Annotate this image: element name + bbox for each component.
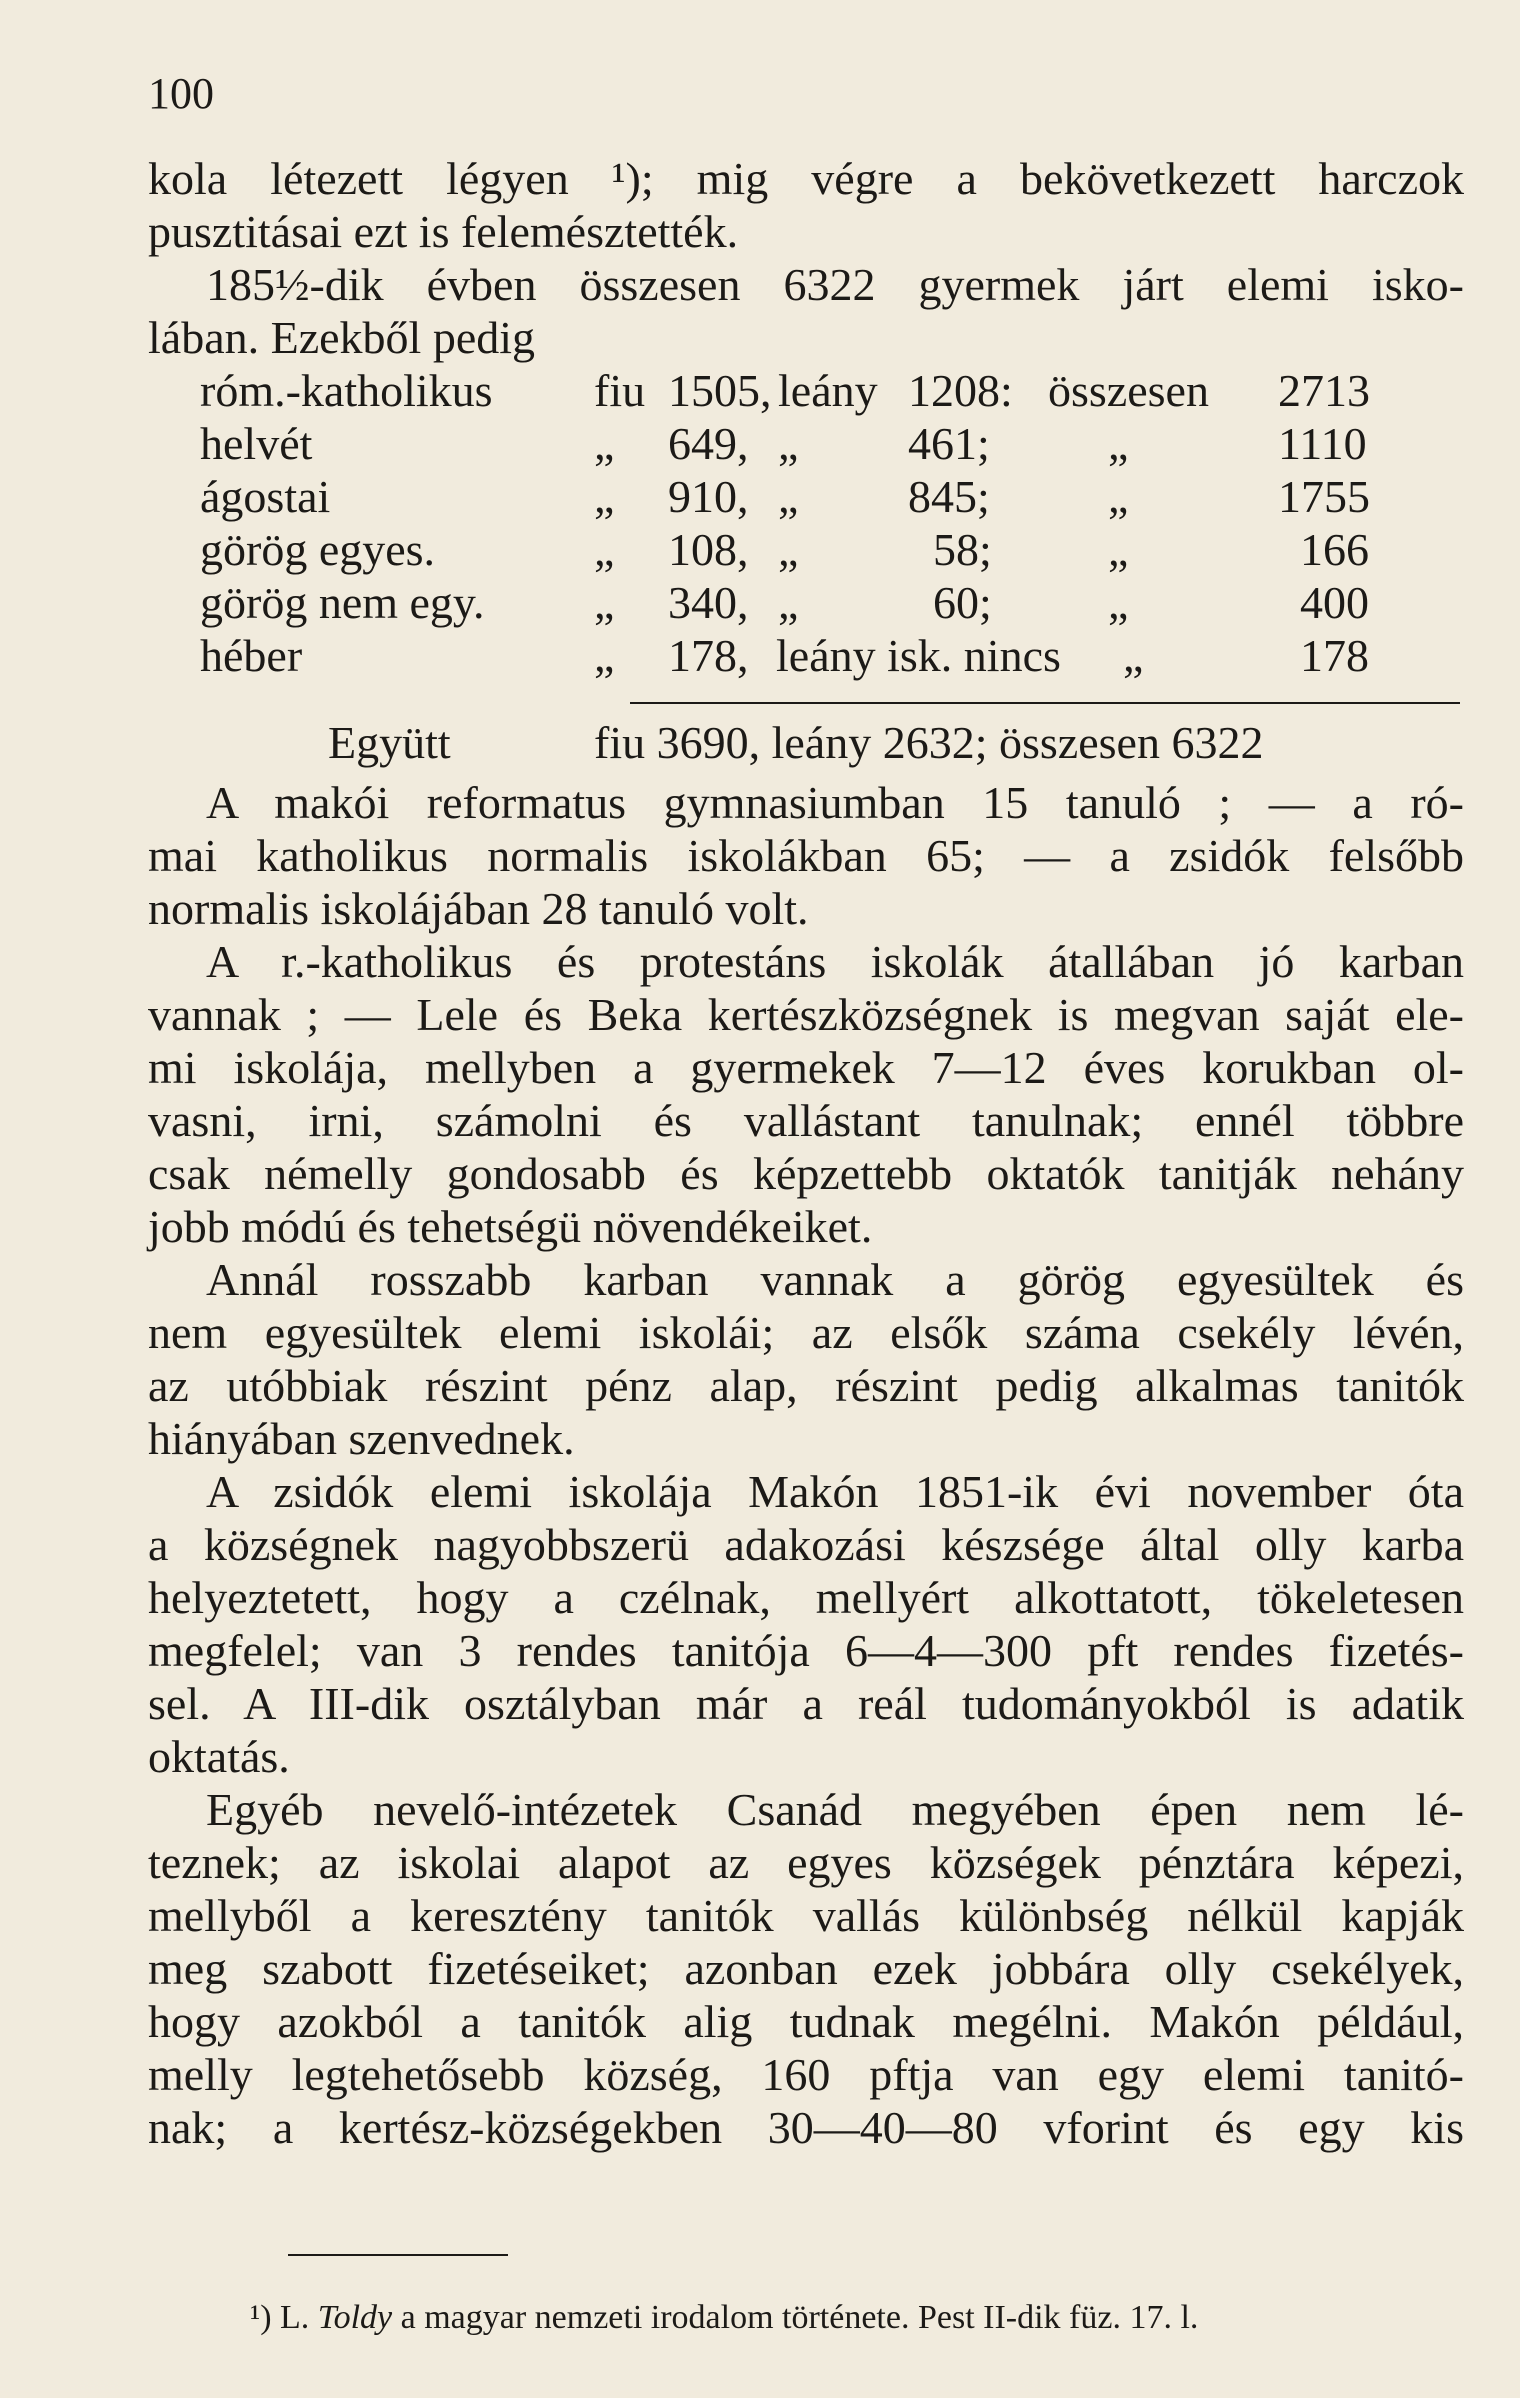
girl-count: 845; — [908, 471, 990, 522]
text-line: nem egyesültek elemi iskolái; az elsők száma csekély lévén, — [148, 1307, 1464, 1358]
text-line: Egyéb nevelő-intézetek Csanád megyében épen nem lé- — [206, 1784, 1464, 1835]
text-line: mellyből a keresztény tanitók vallás különbség nélkül kapják — [148, 1890, 1464, 1941]
text-line: kola létezett légyen ¹); mig végre a bekövetkezett harczok — [148, 153, 1464, 204]
footnote-marker: ¹) L. — [250, 2299, 310, 2336]
footnote-text: a magyar nemzeti irodalom története. Pest II-dik füz. 17. l. — [400, 2299, 1199, 2336]
text-line: mai katholikus normalis iskolákban 65; — a zsidók felsőbb — [148, 830, 1464, 881]
text-line: hiányában szenvednek. — [148, 1413, 575, 1464]
text-line: mi iskolája, mellyben a gyermekek 7—12 éves korukban ol- — [148, 1042, 1464, 1093]
total-count: 400 — [1300, 577, 1369, 628]
stats-row — [148, 364, 1408, 417]
text-line: a községnek nagyobbszerü adakozási készsége által olly karba — [148, 1519, 1464, 1570]
ditto-mark: „ — [1123, 630, 1144, 681]
boy-count: 649, — [668, 418, 749, 469]
total-count: 178 — [1300, 630, 1369, 681]
stats-row — [148, 523, 1408, 576]
footnote-rule — [288, 2254, 508, 2256]
ditto-mark: „ — [594, 630, 615, 681]
boy-label: fiu — [594, 365, 646, 416]
stats-label: róm.-katholikus — [200, 365, 493, 416]
text-line: pusztitásai ezt is felemésztették. — [148, 206, 739, 257]
text-line: teznek; az iskolai alapot az egyes községek pénztára képezi, — [148, 1837, 1464, 1888]
ditto-mark: „ — [1108, 524, 1129, 575]
girl-label: leány — [778, 365, 878, 416]
stats-row — [148, 629, 1408, 682]
ditto-mark: „ — [778, 418, 799, 469]
ditto-mark: „ — [778, 524, 799, 575]
text-line: megfelel; van 3 rendes tanitója 6—4—300 pft rendes fizetés- — [148, 1625, 1464, 1676]
total-count: 166 — [1300, 524, 1369, 575]
ditto-mark: „ — [594, 524, 615, 575]
ditto-mark: „ — [778, 577, 799, 628]
stats-label: ágostai — [200, 471, 331, 522]
text-line: normalis iskolájában 28 tanuló volt. — [148, 883, 809, 934]
page-number: 100 — [148, 69, 214, 118]
girl-count: 58; — [933, 524, 992, 575]
stats-label: görög egyes. — [200, 524, 436, 575]
ditto-mark: „ — [778, 471, 799, 522]
text-line: jobb módú és tehetségü növendékeiket. — [148, 1201, 873, 1252]
total-label: összesen — [1048, 365, 1209, 416]
text-line: A r.-katholikus és protestáns iskolák átallában jó karban — [206, 936, 1464, 987]
text-line: A zsidók elemi iskolája Makón 1851-ik évi november óta — [206, 1466, 1464, 1517]
ditto-mark: „ — [594, 577, 615, 628]
sum-text: fiu 3690, leány 2632; összesen 6322 — [594, 717, 1264, 768]
girl-count: 461; — [908, 418, 990, 469]
boy-count: 340, — [668, 577, 749, 628]
ditto-mark: „ — [1108, 471, 1129, 522]
girl-note: leány isk. nincs — [776, 630, 1061, 681]
ditto-mark: „ — [594, 471, 615, 522]
stats-label: görög nem egy. — [200, 577, 485, 628]
stats-row — [148, 470, 1408, 523]
ditto-mark: „ — [594, 418, 615, 469]
text-line: 185½-dik évben összesen 6322 gyermek járt elemi isko- — [206, 259, 1464, 310]
stats-label: helvét — [200, 418, 313, 469]
total-count: 1755 — [1278, 471, 1370, 522]
text-line: Annál rosszabb karban vannak a görög egyesültek és — [206, 1254, 1464, 1305]
ditto-mark: „ — [1108, 418, 1129, 469]
total-count: 2713 — [1278, 365, 1370, 416]
text-line: vannak ; — Lele és Beka kertészközségnek is megvan saját ele- — [148, 989, 1464, 1040]
boy-count: 1505, — [668, 365, 772, 416]
footnote-author: Toldy — [317, 2299, 393, 2336]
boy-count: 178, — [668, 630, 749, 681]
stats-row — [148, 417, 1408, 470]
total-count: 1110 — [1278, 418, 1367, 469]
text-line: melly legtehetősebb község, 160 pftja van egy elemi tanitó- — [148, 2049, 1464, 2100]
sum-row — [148, 716, 1464, 769]
sum-label: Együtt — [328, 717, 451, 768]
text-line: vasni, irni, számolni és vallástant tanulnak; ennél többre — [148, 1095, 1464, 1146]
text-line: az utóbbiak részint pénz alap, részint pedig alkalmas tanitók — [148, 1360, 1464, 1411]
footnote — [250, 2298, 1198, 2338]
stats-row — [148, 576, 1408, 629]
ditto-mark: „ — [1108, 577, 1129, 628]
text-line: csak némelly gondosabb és képzettebb oktatók tanitják nehány — [148, 1148, 1464, 1199]
text-line: lában. Ezekből pedig — [148, 312, 536, 363]
girl-count: 60; — [933, 577, 992, 628]
girl-count: 1208: — [908, 365, 1013, 416]
text-line: hogy azokból a tanitók alig tudnak megélni. Makón például, — [148, 1996, 1464, 2047]
boy-count: 108, — [668, 524, 749, 575]
boy-count: 910, — [668, 471, 749, 522]
text-line: helyeztetett, hogy a czélnak, mellyért alkottatott, tökeletesen — [148, 1572, 1464, 1623]
text-line: nak; a kertész-községekben 30—40—80 vforint és egy kis — [148, 2102, 1464, 2153]
text-line: A makói reformatus gymnasiumban 15 tanuló ; — a ró- — [206, 777, 1464, 828]
sum-rule — [630, 702, 1460, 704]
text-line: oktatás. — [148, 1731, 290, 1782]
text-line: meg szabott fizetéseiket; azonban ezek jobbára olly csekélyek, — [148, 1943, 1464, 1994]
text-line: sel. A III-dik osztályban már a reál tudományokból is adatik — [148, 1678, 1464, 1729]
stats-label: héber — [200, 630, 303, 681]
